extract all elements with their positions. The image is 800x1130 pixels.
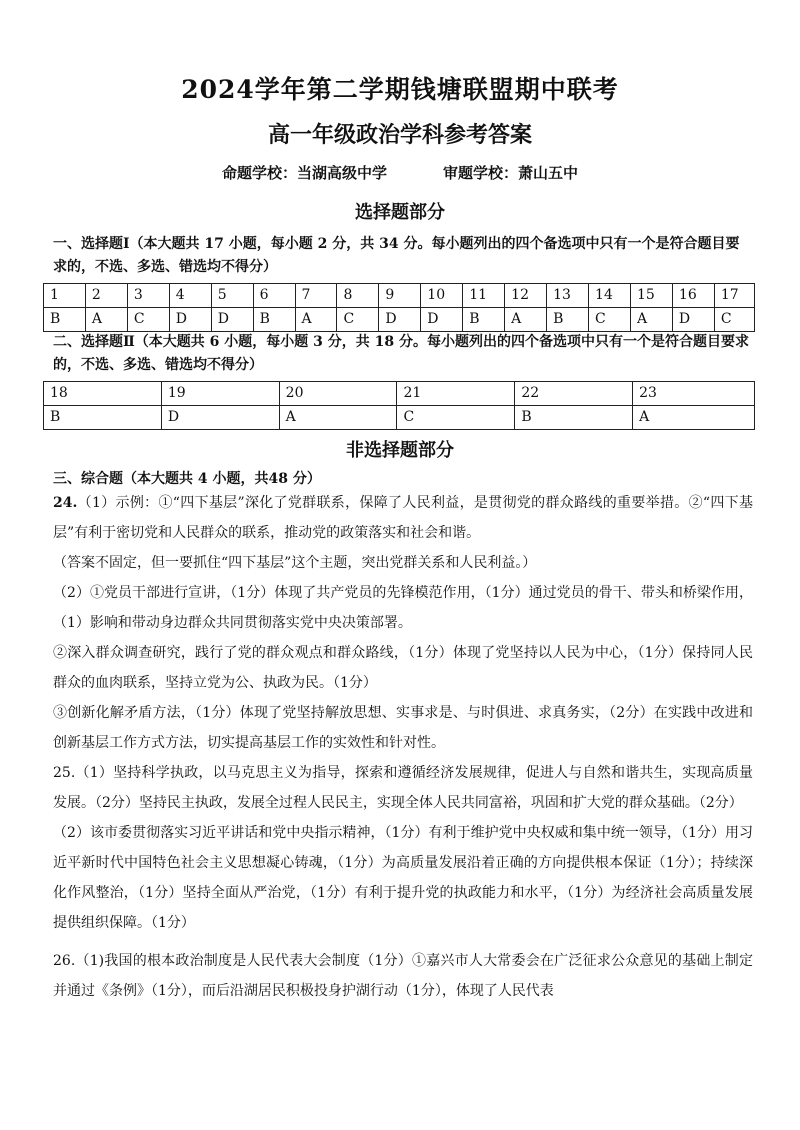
table-cell: 11 [463,284,505,308]
table-cell: B [44,308,86,332]
table-cell: 15 [630,284,672,308]
exam-subtitle: 高一年级政治学科参考答案 [267,122,532,148]
question-group-3-heading: 三、综合题（本大题共 4 小题，共48 分） [53,471,321,487]
table-cell: C [337,308,379,332]
table-cell: 1 [44,284,86,308]
maker-school: 命题学校：当湖高级中学 [221,164,387,182]
table-cell: 12 [505,284,547,308]
question-group-1-heading: 一、选择题Ⅰ（本大题共 17 小题，每小题 2 分，共 34 分。每小题列出的四个备选项中只有一个是符合题目要求的，不选、多选、错选均不得分） [53,236,740,275]
table-cell: 20 [279,382,397,406]
table-cell: C [127,308,169,332]
table-cell: A [85,308,127,332]
exam-title: 2024学年第二学期钱塘联盟期中联考 [181,75,619,104]
table-cell: A [505,308,547,332]
table-cell: D [672,308,714,332]
table-cell: A [295,308,337,332]
table-cell: D [211,308,253,332]
table-cell: 5 [211,284,253,308]
reviewer-school: 审题学校：萧山五中 [443,164,579,182]
table-row-numbers [44,284,755,308]
table-row-answers [44,406,755,430]
answer-paragraph: 25.（1）坚持科学执政，以马克思主义为指导，探索和遵循经济发展规律，促进人与自然和谐共生，实现高质量发展。（2分）坚持民主执政，发展全过程人民民主，实现全体人民共同富裕，巩固和扩大党的群众基础。（2分） [53,765,753,811]
table-cell: 13 [547,284,589,308]
table-cell: B [515,406,633,430]
table-cell: D [161,406,279,430]
table-cell: 9 [379,284,421,308]
table-cell: D [379,308,421,332]
table-cell: D [169,308,211,332]
table-cell: C [397,406,515,430]
table-cell: 2 [85,284,127,308]
table-cell: 19 [161,382,279,406]
table-cell: D [421,308,463,332]
table-cell: 4 [169,284,211,308]
table-cell: A [279,406,397,430]
section-nonchoice-heading: 非选择题部分 [346,440,454,461]
answer-paragraph: （2）该市委贯彻落实习近平讲话和党中央指示精神，（1分）有利于维护党中央权威和集中统一领导，（1分）用习近平新时代中国特色社会主义思想凝心铸魂，（1分）为高质量发展沿着正确的方向提供根本保证（1分）；持续深化作风整治，（1分）坚持全面从严治党，（1分）有利于提升党的执政能力和水平，（1分）为经济社会高质量发展提供组织保障。（1分） [53,825,753,931]
answer-paragraph: （2）①党员干部进行宣讲，（1分）体现了共产党员的先锋模范作用，（1分）通过党员的骨干、带头和桥梁作用，（1）影响和带动身边群众共同贯彻落实党中央决策部署。 [53,585,753,631]
table-cell: A [633,406,755,430]
table-row-answers [44,308,755,332]
answer-paragraph: 26.（1)我国的根本政治制度是人民代表大会制度（1分）①嘉兴市人大常委会在广泛征求公众意见的基础上制定并通过《条例》（1分），而后沿湖居民积极投身护湖行动（1分），体现了人民代表 [53,953,753,999]
table-cell: 6 [253,284,295,308]
table-cell: 3 [127,284,169,308]
answer-paragraph: 24.（1）示例：①“四下基层”深化了党群联系，保障了人民利益，是贯彻党的群众路线的重要举措。②“四下基层”有利于密切党和人民群众的联系，推动党的政策落实和社会和谐。 [53,495,753,541]
table-cell: B [253,308,295,332]
table-cell: 23 [633,382,755,406]
table-cell: 7 [295,284,337,308]
answer-paragraph: ②深入群众调查研究，践行了党的群众观点和群众路线，（1分）体现了党坚持以人民为中心，（1分）保持同人民群众的血肉联系，坚持立党为公、执政为民。（1分） [53,645,753,691]
question-group-2-heading: 二、选择题Ⅱ（本大题共 6 小题，每小题 3 分，共 18 分。每小题列出的四个备选项中只有一个是符合题目要求的，不选、多选、错选均不得分） [53,334,750,373]
answer-table-2 [43,381,755,430]
table-cell: 10 [421,284,463,308]
school-info [0,162,800,183]
table-cell: B [44,406,162,430]
table-cell: 14 [589,284,631,308]
answer-table-1 [43,283,755,332]
table-cell: 16 [672,284,714,308]
table-cell: A [630,308,672,332]
table-cell: 21 [397,382,515,406]
table-row-numbers [44,382,755,406]
answer-paragraph: ③创新化解矛盾方法，（1分）体现了党坚持解放思想、实事求是、与时俱进、求真务实，（2分）在实践中改进和创新基层工作方式方法，切实提高基层工作的实效性和针对性。 [53,705,753,751]
question-number: 24. [53,495,78,511]
table-cell: 18 [44,382,162,406]
answer-paragraph: （答案不固定，但一要抓住“四下基层”这个主题，突出党群关系和人民利益。） [53,555,537,571]
table-cell: 8 [337,284,379,308]
section-choice-heading: 选择题部分 [355,202,445,223]
table-cell: C [714,308,754,332]
table-cell: 17 [714,284,754,308]
table-cell: C [589,308,631,332]
table-cell: B [547,308,589,332]
answer-body [53,488,753,1006]
table-cell: B [463,308,505,332]
table-cell: 22 [515,382,633,406]
